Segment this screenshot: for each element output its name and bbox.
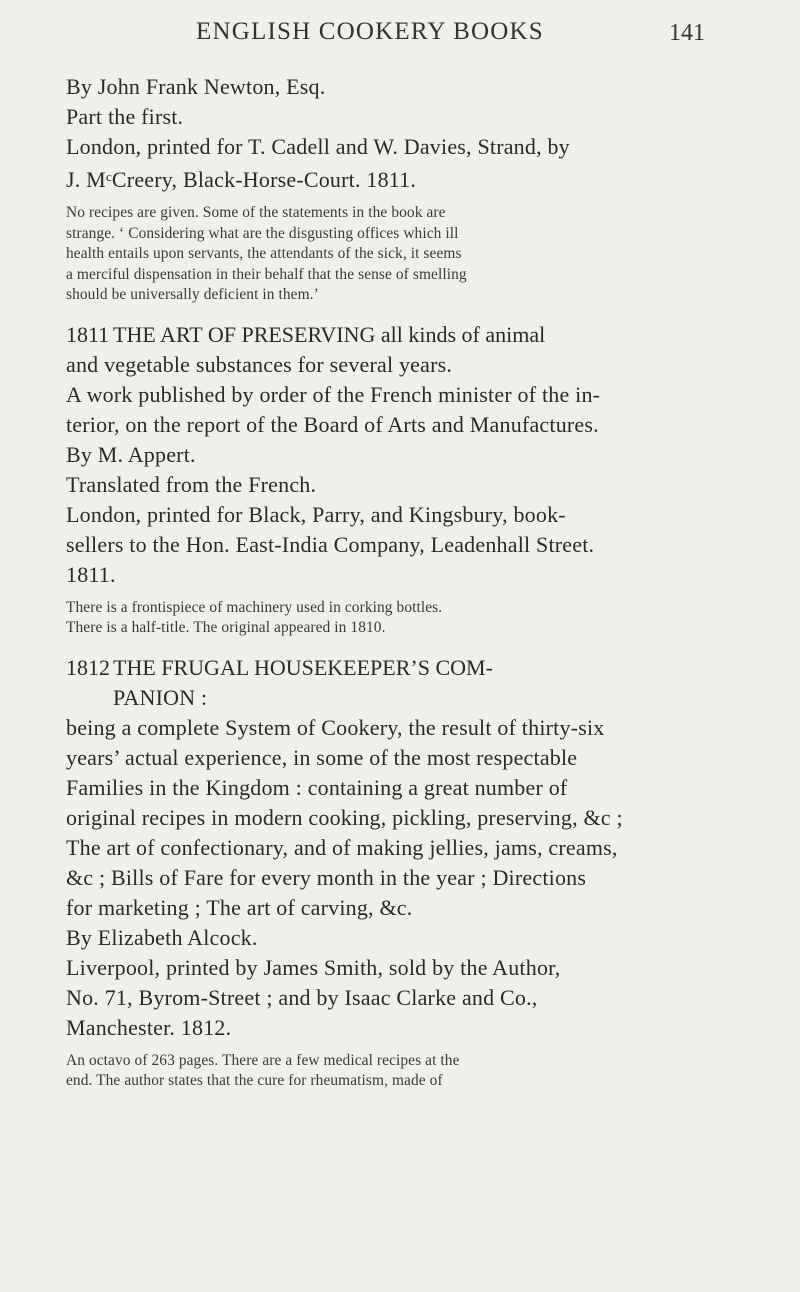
entry-title: THE FRUGAL HOUSEKEEPER’S COM- (113, 654, 493, 680)
entry-heading (66, 653, 742, 683)
text-line: 1811. (66, 561, 116, 587)
note-line: health entails upon servants, the attendants of the sick, it seems (66, 245, 462, 262)
note-line: No recipes are given. Some of the statements in the book are (66, 204, 446, 221)
text-line: sellers to the Hon. East-India Company, Leadenhall Street. (66, 531, 595, 557)
entry-year: 1811 (66, 321, 110, 347)
text-line: A work published by order of the French minister of the in- (66, 381, 601, 407)
text-line: London, printed for T. Cadell and W. Davies, Strand, by (66, 134, 570, 159)
entry-note (66, 1051, 742, 1092)
text-line: Liverpool, printed by James Smith, sold by the Author, (66, 954, 561, 980)
text-fragment: J. M (66, 167, 106, 192)
entry-1811 (66, 320, 742, 639)
note-line: end. The author states that the cure for rheumatism, made of (66, 1072, 443, 1089)
text-line: original recipes in modern cooking, pickling, preserving, &c ; (66, 804, 623, 830)
superscript: c (105, 169, 112, 184)
running-head: ENGLISH COOKERY BOOKS (196, 18, 544, 45)
entry-note (66, 203, 742, 306)
text-line: London, printed for Black, Parry, and Kingsbury, book- (66, 501, 566, 527)
text-line: By Elizabeth Alcock. (66, 924, 258, 950)
entry-1812 (66, 653, 742, 1092)
text-line: Translated from the French. (66, 471, 317, 497)
text-line: By M. Appert. (66, 441, 196, 467)
page-body (66, 72, 742, 1092)
text-line: Families in the Kingdom : containing a great number of (66, 774, 568, 800)
text-line: Part the first. (66, 104, 184, 129)
page-number: 141 (669, 20, 705, 46)
entry-note (66, 598, 742, 639)
note-line: There is a frontispiece of machinery used in corking bottles. (66, 598, 443, 616)
note-line: An octavo of 263 pages. There are a few medical recipes at the (66, 1051, 460, 1069)
entry-heading (66, 320, 742, 350)
text-line: for marketing ; The art of carving, &c. (66, 894, 413, 920)
note-line: strange. ‘ Considering what are the disgusting offices which ill (66, 224, 459, 242)
text-line: &c ; Bills of Fare for every month in the year ; Directions (66, 864, 587, 890)
text-line: Manchester. 1812. (66, 1014, 232, 1040)
text-line: being a complete System of Cookery, the result of thirty-six (66, 714, 605, 740)
note-line: should be universally deficient in them.’ (66, 286, 319, 303)
entry-year: 1812 (66, 654, 110, 680)
entry-newton (66, 72, 742, 306)
text-line: No. 71, Byrom-Street ; and by Isaac Clarke and Co., (66, 984, 538, 1010)
note-line: There is a half-title. The original appeared in 1810. (66, 619, 386, 636)
text-line: years’ actual experience, in some of the most respectable (66, 744, 578, 770)
text-line: and vegetable substances for several years. (66, 351, 453, 377)
imprint-line (66, 162, 742, 195)
text-line: By John Frank Newton, Esq. (66, 74, 326, 99)
entry-title: THE ART OF PRESERVING all kinds of animal (113, 321, 546, 347)
text-line: The art of confectionary, and of making jellies, jams, creams, (66, 834, 618, 860)
text-fragment: Creery, Black-Horse-Court. 1811. (111, 167, 417, 192)
note-line: a merciful dispensation in their behalf that the sense of smelling (66, 265, 467, 283)
entry-title-continuation: PANION : (113, 684, 208, 710)
text-line: terior, on the report of the Board of Arts and Manufactures. (66, 411, 599, 437)
